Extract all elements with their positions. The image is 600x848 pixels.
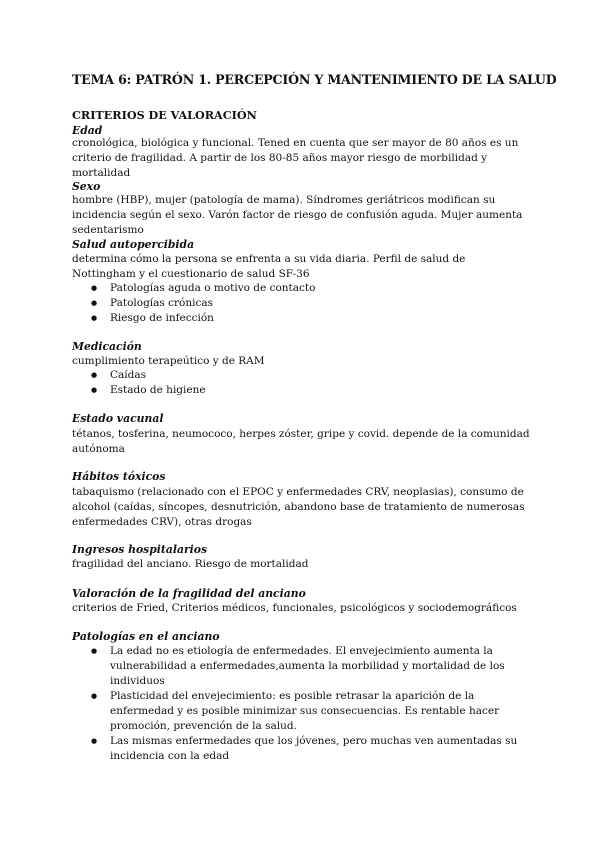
- criteria-title: CRITERIOS DE VALORACIÓN: [72, 108, 257, 122]
- heading-salud-autopercibida: Salud autopercibida: [72, 238, 195, 251]
- list-item: ● Patologías crónicas: [72, 296, 532, 311]
- text-medicacion: cumplimiento terapeútico y de RAM: [72, 355, 265, 367]
- heading-habitos-toxicos: Hábitos tóxicos: [72, 470, 166, 483]
- list-item: ● Las mismas enfermedades que los jóvenes, pero muchas ven aumentadas su incidencia con la edad: [72, 734, 532, 764]
- heading-patologias: Patologías en el anciano: [72, 630, 220, 643]
- text-habitos-toxicos: tabaquismo (relacionado con el EPOC y enfermedades CRV, neoplasias), consumo de alcohol (caídas, síncopes, desnutrición, abandono base de tratamiento de numerosas enfermedades CRV), otras drogas: [72, 486, 525, 528]
- list-medicacion: [72, 368, 532, 398]
- text-sexo: hombre (HBP), mujer (patología de mama). Síndromes geriátricos modifican su incidencia según el sexo. Varón factor de riesgo de confusión aguda. Mujer aumenta sedentarismo: [72, 194, 523, 236]
- heading-fragilidad: Valoración de la fragilidad del anciano: [72, 587, 306, 600]
- heading-estado-vacunal: Estado vacunal: [72, 412, 164, 425]
- list-patologias: [72, 644, 532, 764]
- heading-medicacion: Medicación: [72, 340, 142, 353]
- list-item: ● Estado de higiene: [72, 383, 532, 398]
- list-item: ● Patologías aguda o motivo de contacto: [72, 281, 532, 296]
- list-item: ● Riesgo de infección: [72, 311, 532, 326]
- text-fragilidad: criterios de Fried, Criterios médicos, funcionales, psicológicos y sociodemográficos: [72, 602, 517, 614]
- heading-ingresos-hospitalarios: Ingresos hospitalarios: [72, 543, 208, 556]
- text-ingresos-hospitalarios: fragilidad del anciano. Riesgo de mortalidad: [72, 558, 309, 570]
- list-item: ● Plasticidad del envejecimiento: es posible retrasar la aparición de la enfermedad y es posible minimizar sus consecuencias. Es rentable hacer promoción, prevención de la salud.: [72, 689, 532, 734]
- heading-sexo: Sexo: [72, 180, 101, 193]
- page-title: TEMA 6: PATRÓN 1. PERCEPCIÓN Y MANTENIMIENTO DE LA SALUD: [72, 72, 557, 87]
- text-estado-vacunal: tétanos, tosferina, neumococo, herpes zóster, gripe y covid. depende de la comunidad autónoma: [72, 428, 530, 455]
- text-edad: cronológica, biológica y funcional. Tened en cuenta que ser mayor de 80 años es un criterio de fragilidad. A partir de los 80-85 años mayor riesgo de morbilidad y mortalidad: [72, 137, 519, 179]
- text-salud-autopercibida: determina cómo la persona se enfrenta a su vida diaria. Perfil de salud de Nottingham y el cuestionario de salud SF-36: [72, 253, 466, 280]
- heading-edad: Edad: [72, 124, 103, 137]
- list-salud-autopercibida: [72, 281, 532, 326]
- list-item: ● La edad no es etiología de enfermedades. El envejecimiento aumenta la vulnerabilidad a enfermedades,aumenta la morbilidad y mortalidad de los individuos: [72, 644, 532, 689]
- list-item: ● Caídas: [72, 368, 532, 383]
